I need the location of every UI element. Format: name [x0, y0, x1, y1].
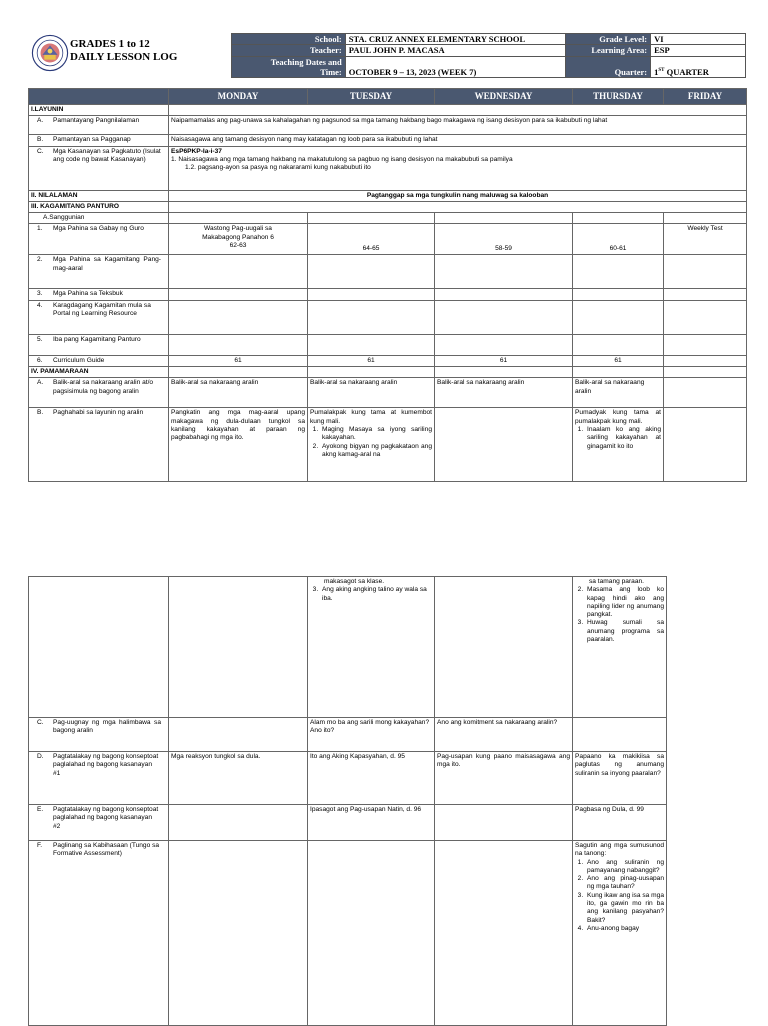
row-label-text: Curriculum Guide — [53, 356, 105, 364]
empty-cell — [435, 213, 573, 224]
empty-cell — [573, 367, 664, 378]
empty-cell — [308, 367, 435, 378]
monday-cell — [169, 224, 308, 255]
table-row — [29, 841, 667, 1026]
teacher-value: PAUL JOHN P. MACASA — [345, 45, 566, 56]
tuesday-cell: Balik-aral sa nakaraang aralin — [308, 378, 435, 408]
list-item: 3. Ang aking angking talino ay wala sa iba. — [320, 586, 432, 603]
row-letter: C. — [37, 719, 44, 726]
section-title: I.LAYUNIN — [29, 105, 169, 116]
empty-cell — [169, 334, 308, 355]
wednesday-cell: Balik-aral sa nakaraang aralin — [435, 378, 573, 408]
section-title: IV. PAMAMARAAN — [29, 367, 169, 378]
row-label — [29, 752, 169, 805]
row-label — [29, 805, 169, 841]
row-label-text: Mga Pahina sa Teksbuk — [53, 290, 123, 298]
empty-cell — [169, 201, 747, 212]
thursday-list — [575, 426, 661, 451]
table-row — [29, 355, 747, 366]
list-item: 3. Huwag sumali sa anumang programa sa paaralan. — [585, 619, 664, 644]
empty-cell — [435, 300, 573, 334]
monday-cell: 61 — [169, 355, 308, 366]
day-wednesday: WEDNESDAY — [435, 89, 573, 105]
teaching-dates-value: OCTOBER 9 – 13, 2023 (WEEK 7) — [345, 56, 566, 78]
book-title-line-2: Makabagong Panahon 6 — [202, 233, 274, 241]
list-item: 3. Kung ikaw ang isa sa mga ito, ga gawin mo rin ba ang kanilang pasyahan? Bakit? — [585, 892, 664, 925]
empty-cell — [573, 213, 664, 224]
row-number: 6. — [37, 356, 43, 364]
row-label-text: Mga Kasanayan sa Pagkatuto (Isulat ang code ng bawat Kasanayan) — [53, 147, 161, 163]
table-row — [29, 135, 747, 146]
table-row — [29, 300, 747, 334]
competency-code: EsP6PKP-Ia-i-37 — [171, 147, 222, 155]
teaching-dates-label-line1: Teaching Dates and — [270, 56, 342, 67]
blank-header-cell — [29, 89, 169, 105]
row-label-text: Karagdagang Kagamitan mula sa Portal ng Learning Resource — [53, 301, 151, 318]
thursday-list — [575, 859, 664, 934]
table-row — [29, 718, 667, 752]
empty-cell — [308, 255, 435, 289]
row-label-text: Paghahabi sa layunin ng aralin — [53, 409, 144, 417]
title-line-1: GRADES 1 to 12 — [70, 38, 150, 50]
empty-cell — [169, 255, 308, 289]
wednesday-cell: 58-59 — [435, 224, 573, 255]
row-label — [29, 289, 169, 300]
section-title: II. NILALAMAN — [29, 190, 169, 201]
empty-cell — [169, 577, 308, 718]
day-friday: FRIDAY — [664, 89, 747, 105]
empty-cell — [573, 718, 667, 752]
nilalaman-text: Pagtanggap sa mga tungkulin nang maluwag sa kalooban — [169, 190, 747, 201]
thursday-cell: Papaano ka makikiisa sa paglutas ng anumang suliranin sa inyong paaralan? — [573, 752, 667, 805]
empty-cell — [664, 289, 747, 300]
empty-cell — [573, 300, 664, 334]
table-row — [29, 116, 747, 135]
quarter-suffix: ST — [658, 68, 665, 74]
empty-cell — [435, 841, 573, 1026]
row-number: 1. — [37, 225, 43, 233]
row-label — [29, 378, 169, 408]
empty-cell — [664, 300, 747, 334]
table-row — [29, 334, 747, 355]
empty-cell — [169, 300, 308, 334]
empty-cell — [664, 367, 747, 378]
pamantayang-pangnilalaman-text: Naipamamalas ang pag-unawa sa kahalagahan ng pagsunod sa mga tamang hakbang bago makagawa ng isang desisyon para sa ikabubuti ng lahat — [169, 116, 747, 135]
competency-item-2: 1.2. pagsang-ayon sa pasya ng nakararami kung nakabubuti ito — [185, 164, 371, 172]
row-label — [29, 408, 169, 482]
section-title: III. KAGAMITANG PANTURO — [29, 201, 169, 212]
empty-cell — [435, 334, 573, 355]
row-letter: C. — [37, 147, 44, 155]
empty-cell — [308, 300, 435, 334]
list-item: 1. Inaalam ko ang aking sariling kakayahan at ginagamit ko ito — [585, 426, 661, 451]
wednesday-cell: 61 — [435, 355, 573, 366]
row-letter: F. — [37, 842, 43, 849]
section-row-pamamaraan — [29, 367, 747, 378]
empty-cell — [435, 805, 573, 841]
row-label-text: Mga Pahina sa Gabay ng Guro — [53, 225, 144, 233]
empty-cell — [664, 213, 747, 224]
empty-cell — [308, 289, 435, 300]
empty-cell — [308, 334, 435, 355]
empty-cell — [435, 255, 573, 289]
sanggunian-label: A.Sanggunian — [29, 213, 169, 224]
table-row — [29, 289, 747, 300]
mga-kasanayan-text — [169, 146, 747, 190]
thursday-intro: Pumadyak kung tama at pumalakpak kung mali. — [575, 409, 661, 425]
wednesday-cell: Pag-usapan kung paano maisasagawa ang mga ito. — [435, 752, 573, 805]
wednesday-cell: Ano ang komitment sa nakaraang aralin? — [435, 718, 573, 752]
monday-cell: Pangkatin ang mga mag-aaral upang makagawa ng dula-dulaan tungkol sa kanilang kakayahan at paraan ng pagbabahagi ng mga ito. — [169, 408, 308, 482]
table-row — [29, 213, 747, 224]
quarter-value — [651, 56, 746, 78]
tuesday-cell: Alam mo ba ang sarili mong kakayahan? Ano ito? — [308, 718, 435, 752]
empty-cell — [664, 334, 747, 355]
tuesday-cell — [308, 408, 435, 482]
continued-text: sa tamang paraan. — [589, 578, 644, 585]
empty-cell — [573, 334, 664, 355]
day-monday: MONDAY — [169, 89, 308, 105]
row-letter: E. — [37, 806, 44, 813]
thursday-cell: Balik-aral sa nakaraang aralin — [573, 378, 664, 408]
row-label — [29, 255, 169, 289]
row-label-text: Pag-uugnay ng mga halimbawa sa bagong aralin — [53, 719, 161, 735]
teacher-label: Teacher: — [232, 45, 346, 56]
empty-cell — [664, 408, 747, 482]
row-label — [29, 116, 169, 135]
row-label-text: Balik-aral sa nakaraang aralin at/o pagsisimula ng bagong aralin — [53, 379, 154, 395]
thursday-cell — [573, 408, 664, 482]
grade-level-label: Grade Level: — [566, 34, 651, 45]
empty-cell — [573, 289, 664, 300]
empty-cell — [169, 367, 308, 378]
row-label — [29, 224, 169, 255]
row-label — [29, 355, 169, 366]
table-row — [29, 577, 667, 718]
monday-cell: Balik-aral sa nakaraang aralin — [169, 378, 308, 408]
deped-seal-icon — [31, 34, 69, 72]
document-title — [70, 38, 177, 64]
tuesday-cell — [308, 577, 435, 718]
row-number: 3. — [37, 290, 43, 298]
thursday-cell — [573, 841, 667, 1026]
row-letter: A. — [37, 117, 44, 125]
table-row — [29, 378, 747, 408]
thursday-list — [575, 586, 664, 644]
tuesday-list — [310, 586, 432, 603]
row-number: 2. — [37, 256, 43, 264]
learning-area-value: ESP — [651, 45, 746, 56]
empty-cell — [169, 718, 308, 752]
row-label — [29, 300, 169, 334]
tuesday-list — [310, 426, 432, 459]
section-row-kagamitan — [29, 201, 747, 212]
row-letter: D. — [37, 753, 44, 760]
empty-cell — [435, 577, 573, 718]
quarter-label: Quarter: — [566, 56, 651, 78]
table-row — [29, 146, 747, 190]
quarter-text: QUARTER — [664, 67, 709, 77]
learning-area-label: Learning Area: — [566, 45, 651, 56]
school-label: School: — [232, 34, 346, 45]
day-header-row — [29, 89, 747, 105]
table-row — [29, 752, 667, 805]
page-range: 62-63 — [229, 242, 247, 250]
tuesday-cell: 61 — [308, 355, 435, 366]
list-item: 4. Anu-anong bagay — [585, 925, 664, 933]
row-label-text: Pagtatalakay ng bagong konseptoat paglalahad ng bagong kasanayan #2 — [53, 806, 159, 830]
grade-level-value: VI — [651, 34, 746, 45]
empty-cell — [169, 289, 308, 300]
tuesday-intro: Pumalakpak kung tama at kumembot kung mali. — [310, 409, 432, 425]
row-label — [29, 841, 169, 1026]
day-tuesday: TUESDAY — [308, 89, 435, 105]
title-line-2: DAILY LESSON LOG — [70, 51, 178, 63]
row-label — [29, 135, 169, 146]
book-title-line-1: Wastong Pag-uugali sa — [204, 225, 272, 233]
row-label-text: Pamantayang Pangnilalaman — [53, 117, 140, 125]
list-item: 1. Maging Masaya sa iyong sariling kakayahan. — [320, 426, 432, 443]
lesson-table-part-2 — [28, 576, 667, 1026]
header-info-grid — [231, 33, 746, 78]
thursday-intro: Sagutin ang mga sumusunod na tanong: — [575, 842, 664, 858]
monday-cell: Mga reaksyon tungkol sa dula. — [169, 752, 308, 805]
row-number: 5. — [37, 335, 43, 343]
list-item: 1. Ano ang suliranin ng pamayanang nabanggit? — [585, 859, 664, 876]
empty-cell — [664, 255, 747, 289]
tuesday-cell: 64-65 — [308, 224, 435, 255]
row-letter: A. — [37, 379, 44, 387]
empty-cell — [169, 805, 308, 841]
row-label — [29, 146, 169, 190]
list-item: 2. Ano ang pinag-uusapan ng mga tauhan? — [585, 875, 664, 892]
tuesday-cell: Ipasagot ang Pag-usapan Natin, d. 96 — [308, 805, 435, 841]
table-row — [29, 805, 667, 841]
row-label-text: Pagtatalakay ng bagong konseptoat paglalahad ng bagong kasanayan #1 — [53, 753, 159, 777]
row-label — [29, 334, 169, 355]
empty-cell — [435, 367, 573, 378]
empty-cell — [573, 255, 664, 289]
empty-cell — [169, 213, 308, 224]
row-label-text: Iba pang Kagamitang Panturo — [53, 335, 141, 343]
thursday-cell — [573, 577, 667, 718]
thursday-cell: 61 — [573, 355, 664, 366]
table-row — [29, 255, 747, 289]
teaching-dates-label-line2: Time: — [320, 66, 342, 77]
empty-cell — [664, 378, 747, 408]
empty-cell — [664, 355, 747, 366]
list-item: 2. Ayokong bigyan ng pagkakataon ang akng kamag-aral na — [320, 443, 432, 460]
row-label — [29, 718, 169, 752]
empty-cell — [435, 408, 573, 482]
day-thursday: THURSDAY — [573, 89, 664, 105]
pamantayan-sa-pagganap-text: Naisasagawa ang tamang desisyon nang may katatagan ng loob para sa ikabubuti ng lahat — [169, 135, 747, 146]
empty-cell — [169, 105, 747, 116]
thursday-cell: 60-61 — [573, 224, 664, 255]
header — [28, 33, 746, 78]
thursday-cell: Pagbasa ng Dula, d. 99 — [573, 805, 667, 841]
row-letter: B. — [37, 409, 44, 417]
tuesday-cell: Ito ang Aking Kapasyahan, d. 95 — [308, 752, 435, 805]
lesson-table-part-1 — [28, 88, 747, 482]
empty-cell — [29, 577, 169, 718]
table-row — [29, 408, 747, 482]
section-row-layunin — [29, 105, 747, 116]
empty-cell — [308, 841, 435, 1026]
list-item: 2. Masama ang loob ko kapag hindi ako ang napiling lider ng anumang pangkat. — [585, 586, 664, 619]
competency-item-1: 1. Naisasagawa ang mga tamang hakbang na makatutulong sa pagbuo ng isang desisyon na makabubuti sa pamilya — [171, 155, 513, 163]
friday-cell: Weekly Test — [664, 224, 747, 255]
empty-cell — [308, 213, 435, 224]
teaching-dates-label — [232, 56, 346, 78]
row-label-text: Paglinang sa Kabihasaan (Tungo sa Formative Assessment) — [53, 842, 160, 858]
continued-text: makasagot sa klase. — [324, 578, 385, 585]
empty-cell — [435, 289, 573, 300]
table-row — [29, 224, 747, 255]
school-value: STA. CRUZ ANNEX ELEMENTARY SCHOOL — [345, 34, 566, 45]
row-letter: B. — [37, 136, 44, 144]
row-label-text: Pamantayan sa Pagganap — [53, 136, 131, 144]
quarter-number: 1 — [654, 67, 659, 77]
row-number: 4. — [37, 301, 43, 309]
section-row-nilalaman — [29, 190, 747, 201]
row-label-text: Mga Pahina sa Kagamitang Pang-mag-aaral — [53, 256, 161, 272]
empty-cell — [169, 841, 308, 1026]
